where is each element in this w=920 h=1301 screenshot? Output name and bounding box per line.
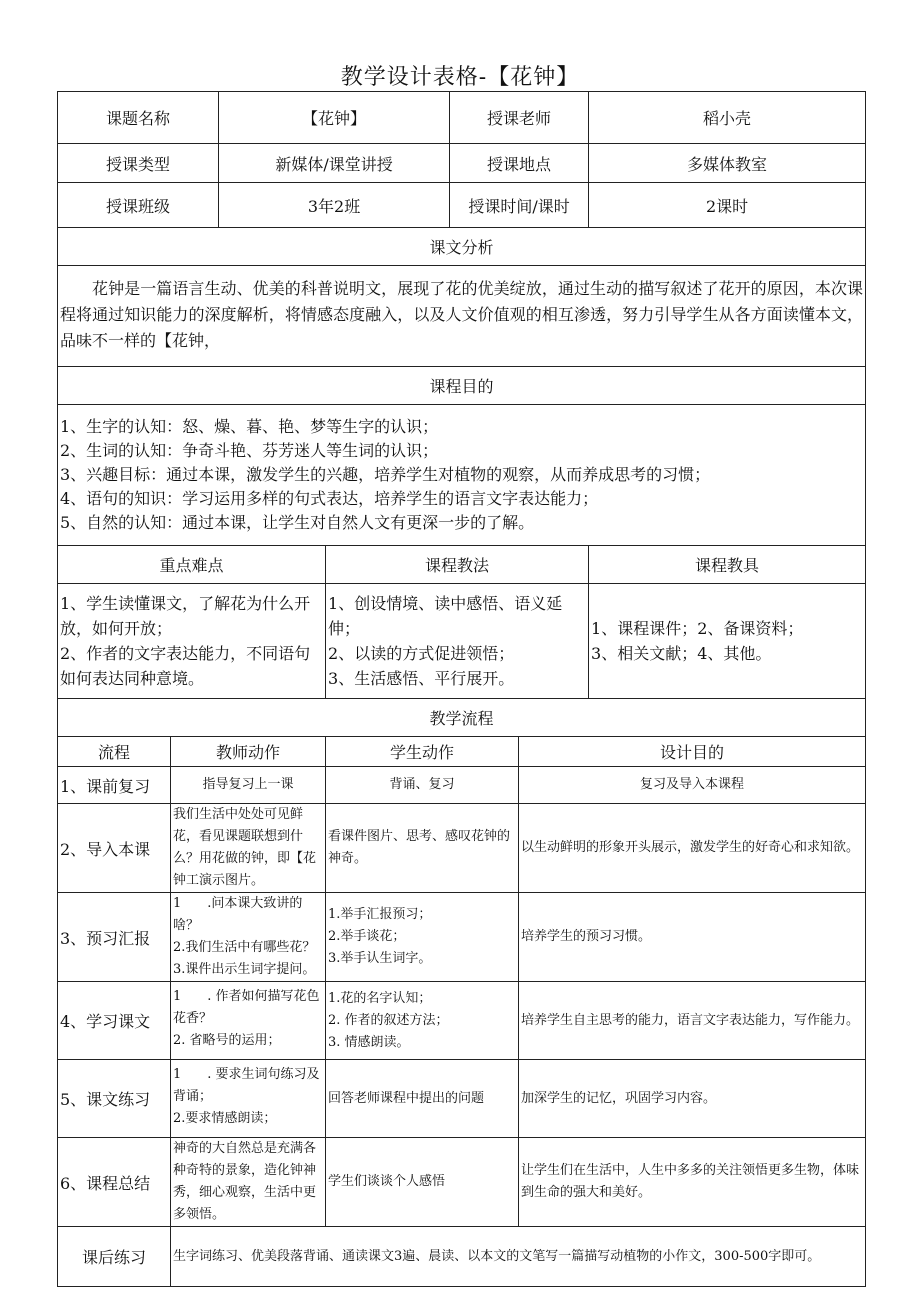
keypoint-item: 2、作者的文字表达能力，不同语句如何表达同种意境。	[60, 644, 311, 688]
goal-item: 4、语句的知识：学习运用多样的句式表达，培养学生的语言文字表达能力；	[60, 489, 599, 508]
teacher-label: 授课老师	[450, 92, 589, 144]
student-action	[326, 804, 519, 893]
goal-item: 5、自然的认知：通过本课，让学生对自然人文有更深一步的了解。	[60, 513, 535, 532]
lesson-plan-table	[57, 91, 866, 1287]
design-purpose	[519, 893, 866, 982]
teacher-line: 神奇的大自然总是充满各种奇特的景象，造化钟神秀，细心观察，生活中更多领悟。	[173, 1141, 317, 1222]
purpose-line: 复习及导入本课程	[640, 777, 745, 792]
info-row	[58, 144, 866, 183]
homework-label: 课后练习	[58, 1227, 171, 1287]
column-header: 流程	[58, 737, 171, 767]
teacher-action	[171, 767, 326, 804]
process-row	[58, 982, 866, 1060]
analysis-heading: 课文分析	[58, 228, 866, 266]
process-heading: 教学流程	[58, 699, 866, 737]
purpose-line: 以生动鲜明的形象开头展示，激发学生的好奇心和求知欲。	[521, 840, 860, 855]
teacher-line: 1 . 要求生词句练习及背诵；	[173, 1067, 320, 1104]
time-label: 授课时间/课时	[450, 183, 589, 228]
student-action	[326, 1138, 519, 1227]
teacher-action	[171, 1060, 326, 1138]
homework-text: 生字词练习、优美段落背诵、通读课文3遍、晨读、以本文的文笔写一篇描写动植物的小作文，300-500字即可。	[171, 1227, 866, 1287]
teacher-action	[171, 893, 326, 982]
column-header: 设计目的	[519, 737, 866, 767]
teacher-action	[171, 804, 326, 893]
student-action	[326, 767, 519, 804]
student-line: 2. 作者的叙述方法；	[328, 1012, 449, 1028]
teacher-line: 3.课件出示生词字提问。	[173, 962, 316, 977]
teacher-line: 2.我们生活中有哪些花？	[173, 940, 316, 955]
method-item: 2、以读的方式促进领悟；	[328, 644, 515, 663]
teacher-line: 2.要求情感朗读；	[173, 1111, 277, 1126]
method-item: 1、创设情境、读中感悟、语义延伸；	[328, 594, 563, 638]
page-title: 教学设计表格-【花钟】	[340, 65, 580, 90]
teacher-action	[171, 982, 326, 1060]
teacher-line: 我们生活中处处可见鲜花，看见课题联想到什么？用花做的钟，即【花钟工演示图片。	[173, 807, 317, 888]
student-line: 2.举手谈花；	[328, 929, 406, 944]
design-purpose	[519, 804, 866, 893]
purpose-line: 加深学生的记忆，巩固学习内容。	[521, 1090, 717, 1106]
goal-item: 1、生字的认知：怒、燥、暮、艳、梦等生字的认识；	[60, 417, 439, 436]
purpose-line: 培养学生自主思考的能力，语言文字表达能力，写作能力。	[521, 1012, 860, 1028]
process-row	[58, 1060, 866, 1138]
methods-heading: 课程教法	[326, 546, 589, 584]
process-row	[58, 767, 866, 804]
student-line: 学生们谈谈个人感悟	[328, 1174, 446, 1189]
design-purpose	[519, 982, 866, 1060]
class-label: 授课班级	[58, 183, 219, 228]
type-label: 授课类型	[58, 144, 219, 183]
design-purpose	[519, 767, 866, 804]
tool-item: 1、课程课件；2、备课资料；	[591, 619, 804, 638]
place-label: 授课地点	[450, 144, 589, 183]
goals-list	[58, 405, 866, 546]
teacher-line: 2. 省略号的运用；	[173, 1033, 281, 1048]
process-step: 4、学习课文	[58, 982, 171, 1060]
process-step: 6、课程总结	[58, 1138, 171, 1227]
process-step: 5、课文练习	[58, 1060, 171, 1138]
info-row	[58, 183, 866, 228]
process-row	[58, 804, 866, 893]
place-value: 多媒体教室	[589, 144, 866, 183]
teacher-line: 指导复习上一课	[202, 777, 294, 792]
student-action	[326, 893, 519, 982]
process-step: 1、课前复习	[58, 767, 171, 804]
homework-row	[58, 1227, 866, 1287]
process-row	[58, 1138, 866, 1227]
type-value: 新媒体/课堂讲授	[219, 144, 450, 183]
time-value: 2课时	[589, 183, 866, 228]
keypoints-heading: 重点难点	[58, 546, 326, 584]
keypoints-list	[58, 584, 326, 699]
process-step: 3、预习汇报	[58, 893, 171, 982]
analysis-text: 花钟是一篇语言生动、优美的科普说明文，展现了花的优美绽放，通过生动的描写叙述了花开的原因，本次课程将通过知识能力的深度解析，将情感态度融入，以及人文价值观的相互渗透，努力引导学生从各方面读懂本文，品味不一样的【花钟，	[58, 266, 866, 367]
process-step: 2、导入本课	[58, 804, 171, 893]
goal-item: 2、生词的认知：争奇斗艳、芬芳迷人等生词的认识；	[60, 441, 439, 460]
design-purpose	[519, 1138, 866, 1227]
tools-list	[589, 584, 866, 699]
student-action	[326, 982, 519, 1060]
student-line: 3. 情感朗读。	[328, 1034, 410, 1050]
method-item: 3、生活感悟、平行展开。	[328, 669, 515, 688]
methods-list	[326, 584, 589, 699]
process-row	[58, 893, 866, 982]
student-line: 1.花的名字认知；	[328, 990, 432, 1006]
student-action	[326, 1060, 519, 1138]
tools-heading: 课程教具	[589, 546, 866, 584]
student-line: 回答老师课程中提出的问题	[328, 1090, 485, 1106]
design-purpose	[519, 1060, 866, 1138]
purpose-line: 让学生们在生活中，人生中多多的关注领悟更多生物，体味到生命的强大和美好。	[521, 1163, 860, 1200]
keypoint-item: 1、学生读懂课文，了解花为什么开放，如何开放；	[60, 594, 311, 638]
purpose-line: 培养学生的预习习惯。	[521, 929, 652, 944]
student-line: 看课件图片、思考、感叹花钟的神奇。	[328, 829, 511, 866]
teacher-value: 稻小壳	[589, 92, 866, 144]
info-row	[58, 92, 866, 144]
goals-heading: 课程目的	[58, 367, 866, 405]
teacher-line: 1 .问本课大致讲的啥？	[173, 896, 303, 933]
student-line: 3.举手认生词字。	[328, 951, 432, 966]
column-header: 学生动作	[326, 737, 519, 767]
student-line: 背诵、复习	[389, 777, 455, 792]
teacher-action	[171, 1138, 326, 1227]
student-line: 1.举手汇报预习；	[328, 907, 432, 922]
column-header: 教师动作	[171, 737, 326, 767]
class-value: 3年2班	[219, 183, 450, 228]
teacher-line: 1 . 作者如何描写花色花香？	[173, 989, 320, 1026]
topic-value: 【花钟】	[219, 92, 450, 144]
tool-item: 3、相关文献；4、其他。	[591, 644, 772, 663]
process-header-row	[58, 737, 866, 767]
topic-label: 课题名称	[58, 92, 219, 144]
goal-item: 3、兴趣目标：通过本课，激发学生的兴趣，培养学生对植物的观察，从而养成思考的习惯；	[60, 465, 711, 484]
